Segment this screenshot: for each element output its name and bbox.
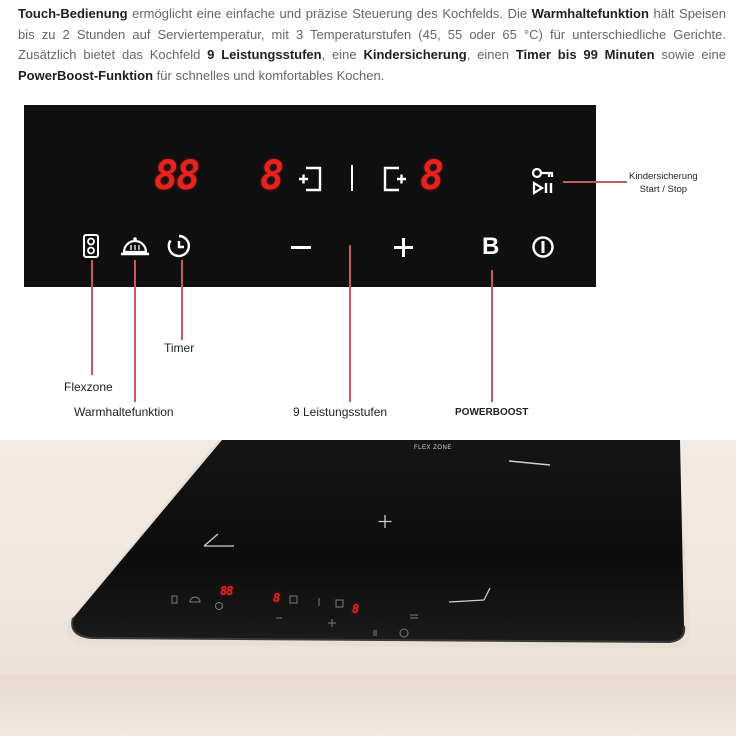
powerboost-button[interactable]: B — [482, 233, 500, 260]
counter-surface — [0, 675, 736, 736]
right-zone-display: 8 — [420, 153, 443, 199]
timer-callout-label: Timer — [164, 341, 195, 355]
timer-icon[interactable] — [167, 234, 191, 258]
boost-callout-line — [491, 270, 493, 402]
lock-callout-label: Kindersicherung Start / Stop — [629, 171, 698, 195]
warm-callout-label: Warmhaltefunktion — [74, 405, 174, 419]
power-button[interactable] — [531, 235, 555, 259]
minus-button[interactable] — [291, 246, 311, 249]
flexzone-callout-label: Flexzone — [64, 380, 113, 394]
lock-callout-line — [563, 181, 627, 183]
intro-text: Touch-Bedienung ermöglicht eine einfache und präzise Steuerung des Kochfelds. Die Warmhaltefunktion hält Speisen bis zu 2 Stunden auf Serviertemperatur, mit 3 Temperaturstufen (45, 55 oder 65 °C) für unterschiedliche Gerichte. Zusätzlich bietet das Kochfeld 9 Leistungsstufen, eine Kindersicherung, einen Timer bis 99 Minuten sowie eine PowerBoost-Funktion für schnelles und komfortables Kochen. — [18, 6, 726, 83]
flexzone-icon[interactable] — [82, 233, 100, 259]
warming-function-icon[interactable] — [120, 235, 150, 257]
photo-timer-display: 88 — [220, 584, 233, 598]
warm-callout-line — [134, 260, 136, 402]
left-zone-display: 8 — [260, 153, 283, 199]
flexzone-print: FLEX ZONE — [414, 445, 452, 451]
timer-callout-line — [181, 260, 183, 340]
levels-callout-label: 9 Leistungsstufen — [293, 405, 388, 419]
plus-button[interactable] — [393, 237, 414, 258]
photo-right-zone-display: 8 — [352, 602, 358, 616]
flexzone-callout-line — [91, 260, 93, 375]
timer-display: 88 — [154, 153, 199, 199]
left-zone-select-icon[interactable] — [296, 165, 324, 193]
control-panel — [24, 105, 596, 287]
levels-callout-line — [349, 245, 351, 402]
boost-callout-label: POWERBOOST — [455, 407, 529, 418]
right-zone-select-icon[interactable] — [381, 165, 409, 193]
zone-divider — [351, 165, 353, 191]
photo-left-zone-display: 8 — [273, 591, 279, 605]
child-lock-start-stop-icon[interactable] — [531, 167, 557, 197]
